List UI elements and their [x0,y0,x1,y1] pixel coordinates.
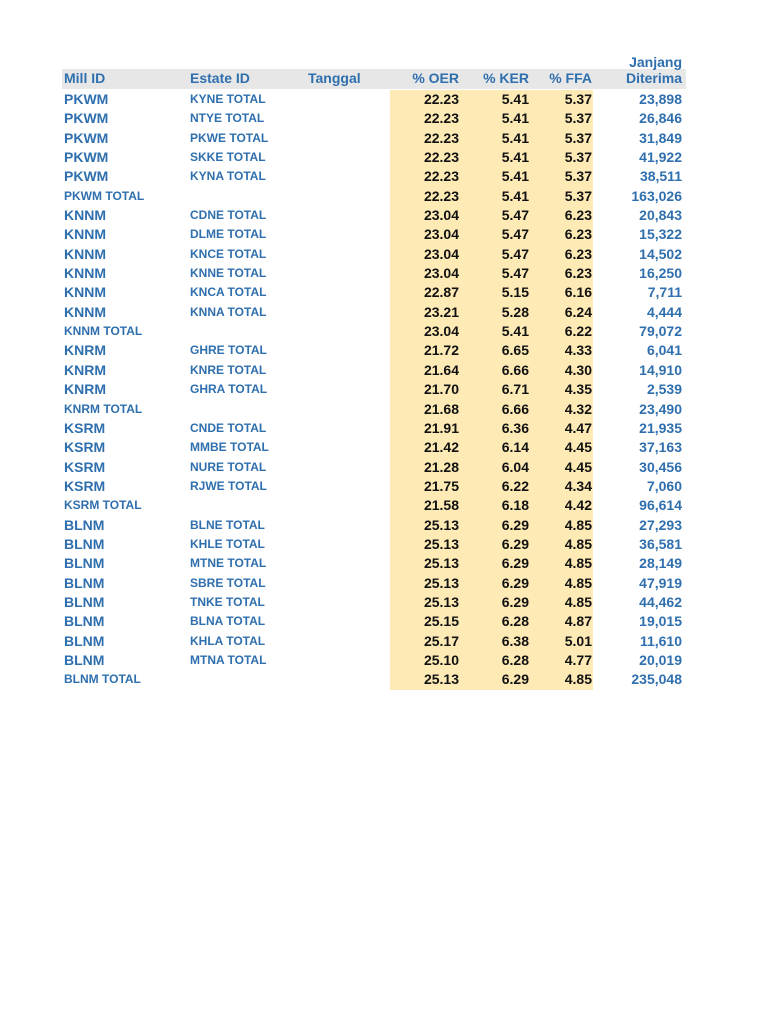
mill-id-cell: KNRM [64,342,106,359]
oer-cell: 21.91 [423,419,459,436]
ker-cell: 6.71 [501,381,529,398]
mill-id-cell: BLNM TOTAL [64,672,141,687]
oer-cell: 22.23 [423,168,459,185]
table-row [62,206,686,225]
janjang-cell: 163,026 [631,187,682,204]
ker-cell: 5.41 [501,149,529,166]
ffa-cell: 4.47 [564,419,592,436]
ker-cell: 5.41 [501,168,529,185]
janjang-cell: 14,910 [639,361,682,378]
janjang-cell: 47,919 [639,574,682,591]
ker-cell: 6.29 [501,593,529,610]
ffa-cell: 4.85 [564,574,592,591]
mill-id-cell: BLNM [64,555,105,572]
estate-id-cell: SKKE TOTAL [190,150,266,165]
ker-cell: 6.28 [501,613,529,630]
table-row [62,264,686,283]
janjang-cell: 26,846 [639,110,682,127]
oer-cell: 23.21 [423,303,459,320]
janjang-cell: 7,060 [646,477,682,494]
estate-id-cell: KYNE TOTAL [190,92,266,106]
mill-id-cell: PKWM TOTAL [64,188,145,203]
oer-cell: 23.04 [423,265,459,282]
estate-id-cell: CDNE TOTAL [190,208,267,223]
mill-id-cell: PKWM [64,168,109,185]
table-row [62,283,686,302]
janjang-cell: 19,015 [639,613,682,630]
mill-id-cell: KNNM [64,245,106,262]
ffa-cell: 5.37 [564,110,592,127]
ker-cell: 6.22 [501,477,529,494]
ffa-cell: 5.37 [564,129,592,146]
mill-id-cell: KNNM [64,226,106,243]
table-row [62,322,686,341]
header-estate-id: Estate ID [190,70,250,86]
table-row [62,477,686,496]
table-row [62,361,686,380]
janjang-cell: 79,072 [639,323,682,340]
oer-cell: 23.04 [423,226,459,243]
ker-cell: 6.18 [501,497,529,514]
mill-id-cell: BLNM [64,593,105,610]
ffa-cell: 4.30 [564,361,592,378]
ffa-cell: 4.77 [564,651,592,668]
table-row [62,574,686,593]
table-row [62,400,686,419]
header-tanggal: Tanggal [308,70,361,86]
mill-id-cell: KNNM TOTAL [64,324,143,339]
header-ffa: % FFA [549,70,592,86]
estate-id-cell: GHRA TOTAL [190,382,268,397]
oer-cell: 21.58 [423,497,459,514]
janjang-cell: 37,163 [639,439,682,456]
ffa-cell: 6.23 [564,226,592,243]
ker-cell: 6.14 [501,439,529,456]
header-oer: % OER [412,70,459,86]
ker-cell: 6.29 [501,535,529,552]
ker-cell: 6.65 [501,342,529,359]
table-row [62,554,686,573]
table-row [62,670,686,689]
janjang-cell: 31,849 [639,129,682,146]
table-row [62,516,686,535]
mill-id-cell: PKWM [64,91,109,107]
oer-cell: 25.13 [423,516,459,533]
estate-id-cell: KYNA TOTAL [190,169,266,184]
table-row [62,341,686,360]
estate-id-cell: KNNE TOTAL [190,266,267,281]
table-row [62,438,686,457]
janjang-cell: 4,444 [646,303,682,320]
ker-cell: 6.38 [501,632,529,649]
estate-id-cell: CNDE TOTAL [190,420,267,435]
oer-cell: 21.64 [423,361,459,378]
mill-id-cell: PKWM [64,110,109,127]
mill-id-cell: KNNM [64,284,106,301]
ffa-cell: 4.45 [564,439,592,456]
estate-id-cell: RJWE TOTAL [190,478,267,493]
mill-id-cell: KNRM [64,381,106,398]
ffa-cell: 6.23 [564,265,592,282]
table-body [62,90,686,690]
ker-cell: 6.66 [501,400,529,417]
oer-cell: 23.04 [423,207,459,224]
ker-cell: 6.29 [501,671,529,688]
estate-id-cell: PKWE TOTAL [190,130,269,145]
janjang-cell: 20,843 [639,207,682,224]
ker-cell: 5.41 [501,129,529,146]
ker-cell: 5.41 [501,187,529,204]
mill-id-cell: KNRM [64,361,106,378]
mill-id-cell: KSRM [64,458,106,475]
estate-id-cell: KNRE TOTAL [190,362,267,377]
mill-id-cell: BLNM [64,613,105,630]
oer-cell: 25.13 [423,671,459,688]
header-janjang-line1: Janjang [629,54,682,70]
estate-id-cell: KNNA TOTAL [190,304,267,319]
ker-cell: 6.04 [501,458,529,475]
mill-id-cell: BLNM [64,574,105,591]
janjang-cell: 27,293 [639,516,682,533]
ffa-cell: 4.34 [564,477,592,494]
oer-cell: 22.23 [423,110,459,127]
table-row [62,496,686,515]
ffa-cell: 4.33 [564,342,592,359]
table-row [62,245,686,264]
janjang-cell: 41,922 [639,149,682,166]
ffa-cell: 4.32 [564,400,592,417]
oer-cell: 25.10 [423,651,459,668]
mill-id-cell: KNNM [64,207,106,224]
janjang-cell: 7,711 [647,284,682,301]
mill-id-cell: KSRM TOTAL [64,498,142,513]
mill-id-cell: KNNM [64,303,106,320]
oer-cell: 25.13 [423,574,459,591]
ffa-cell: 6.23 [564,207,592,224]
ffa-cell: 6.24 [564,303,592,320]
estate-id-cell: KHLE TOTAL [190,536,265,551]
ffa-cell: 4.85 [564,671,592,688]
janjang-cell: 6,041 [646,342,682,359]
ffa-cell: 6.22 [564,323,592,340]
oer-cell: 21.28 [423,458,459,475]
ffa-cell: 4.85 [564,555,592,572]
estate-id-cell: KHLA TOTAL [190,633,266,648]
table-row [62,651,686,670]
estate-id-cell: GHRE TOTAL [190,343,267,358]
mill-id-cell: KSRM [64,477,106,494]
oer-cell: 25.17 [423,632,459,649]
ffa-cell: 4.87 [564,613,592,630]
mill-id-cell: BLNM [64,535,105,552]
oer-cell: 21.68 [423,400,459,417]
ffa-cell: 5.37 [564,168,592,185]
ker-cell: 5.28 [501,303,529,320]
table-row [62,612,686,631]
estate-id-cell: SBRE TOTAL [190,575,266,590]
table-row [62,535,686,554]
mill-id-cell: PKWM [64,149,109,166]
ker-cell: 5.47 [501,245,529,262]
ffa-cell: 5.37 [564,187,592,204]
table-row [62,109,686,128]
ffa-cell: 6.23 [564,245,592,262]
mill-id-cell: PKWM [64,129,109,146]
mill-id-cell: KSRM [64,419,106,436]
ker-cell: 5.41 [501,91,529,107]
janjang-cell: 21,935 [639,419,682,436]
oer-cell: 21.72 [423,342,459,359]
ffa-cell: 6.16 [564,284,592,301]
header-row [62,50,686,90]
janjang-cell: 2,539 [646,381,682,398]
table-row [62,380,686,399]
ker-cell: 5.15 [501,284,529,301]
ffa-cell: 5.37 [564,91,592,107]
ffa-cell: 5.01 [564,632,592,649]
oer-cell: 22.23 [423,91,459,107]
janjang-cell: 23,490 [639,400,682,417]
table-row [62,187,686,206]
estate-id-cell: BLNA TOTAL [190,614,266,629]
oer-cell: 23.04 [423,245,459,262]
janjang-cell: 23,898 [639,91,682,107]
estate-id-cell: DLME TOTAL [190,227,267,242]
ker-cell: 6.29 [501,555,529,572]
ffa-cell: 4.85 [564,516,592,533]
janjang-cell: 30,456 [639,458,682,475]
table-row [62,419,686,438]
ker-cell: 5.41 [501,323,529,340]
ker-cell: 5.47 [501,265,529,282]
table-row [62,593,686,612]
oer-cell: 22.23 [423,187,459,204]
table-row [62,632,686,651]
janjang-cell: 28,149 [639,555,682,572]
mill-id-cell: KNNM [64,265,106,282]
oer-cell: 22.87 [423,284,459,301]
table-row [62,303,686,322]
estate-id-cell: TNKE TOTAL [190,594,265,609]
ffa-cell: 4.45 [564,458,592,475]
estate-id-cell: MMBE TOTAL [190,440,269,455]
janjang-cell: 38,511 [639,168,682,185]
ffa-cell: 4.85 [564,535,592,552]
estate-id-cell: MTNA TOTAL [190,652,267,667]
oer-cell: 25.13 [423,555,459,572]
header-mill-id: Mill ID [64,70,106,86]
oer-cell: 22.23 [423,149,459,166]
ker-cell: 5.41 [501,110,529,127]
ker-cell: 6.29 [501,574,529,591]
oer-cell: 25.13 [423,593,459,610]
header-janjang-diterima [626,54,682,86]
table-row [62,458,686,477]
ker-cell: 6.66 [501,361,529,378]
table-row [62,167,686,186]
ker-cell: 6.29 [501,516,529,533]
oer-cell: 21.75 [423,477,459,494]
estate-id-cell: NTYE TOTAL [190,111,265,126]
oer-cell: 21.70 [423,381,459,398]
mill-id-cell: KSRM [64,439,106,456]
table-row [62,148,686,167]
ffa-cell: 4.35 [564,381,592,398]
estate-id-cell: MTNE TOTAL [190,556,267,571]
janjang-cell: 44,462 [639,593,682,610]
table-row [62,90,686,109]
ffa-cell: 4.85 [564,593,592,610]
estate-id-cell: NURE TOTAL [190,459,267,474]
header-janjang-line2: Diterima [625,70,682,86]
ker-cell: 6.36 [501,419,529,436]
ffa-cell: 5.37 [564,149,592,166]
mill-id-cell: KNRM TOTAL [64,401,143,416]
table-row [62,129,686,148]
ker-cell: 5.47 [501,207,529,224]
estate-id-cell: BLNE TOTAL [190,517,265,532]
janjang-cell: 16,250 [639,265,682,282]
janjang-cell: 96,614 [639,497,682,514]
janjang-cell: 11,610 [639,632,682,649]
header-ker: % KER [483,70,529,86]
ker-cell: 6.28 [501,651,529,668]
estate-id-cell: KNCA TOTAL [190,285,267,300]
mill-id-cell: BLNM [64,632,105,649]
oer-cell: 22.23 [423,129,459,146]
mill-id-cell: BLNM [64,516,105,533]
mill-id-cell: BLNM [64,651,105,668]
oer-cell: 21.42 [423,439,459,456]
table-row [62,225,686,244]
janjang-cell: 15,322 [639,226,682,243]
oer-cell: 25.13 [423,535,459,552]
oer-cell: 23.04 [423,323,459,340]
janjang-cell: 20,019 [639,651,682,668]
janjang-cell: 235,048 [631,671,682,688]
janjang-cell: 36,581 [639,535,682,552]
janjang-cell: 14,502 [639,245,682,262]
estate-id-cell: KNCE TOTAL [190,246,267,261]
oer-cell: 25.15 [423,613,459,630]
ker-cell: 5.47 [501,226,529,243]
ffa-cell: 4.42 [564,497,592,514]
